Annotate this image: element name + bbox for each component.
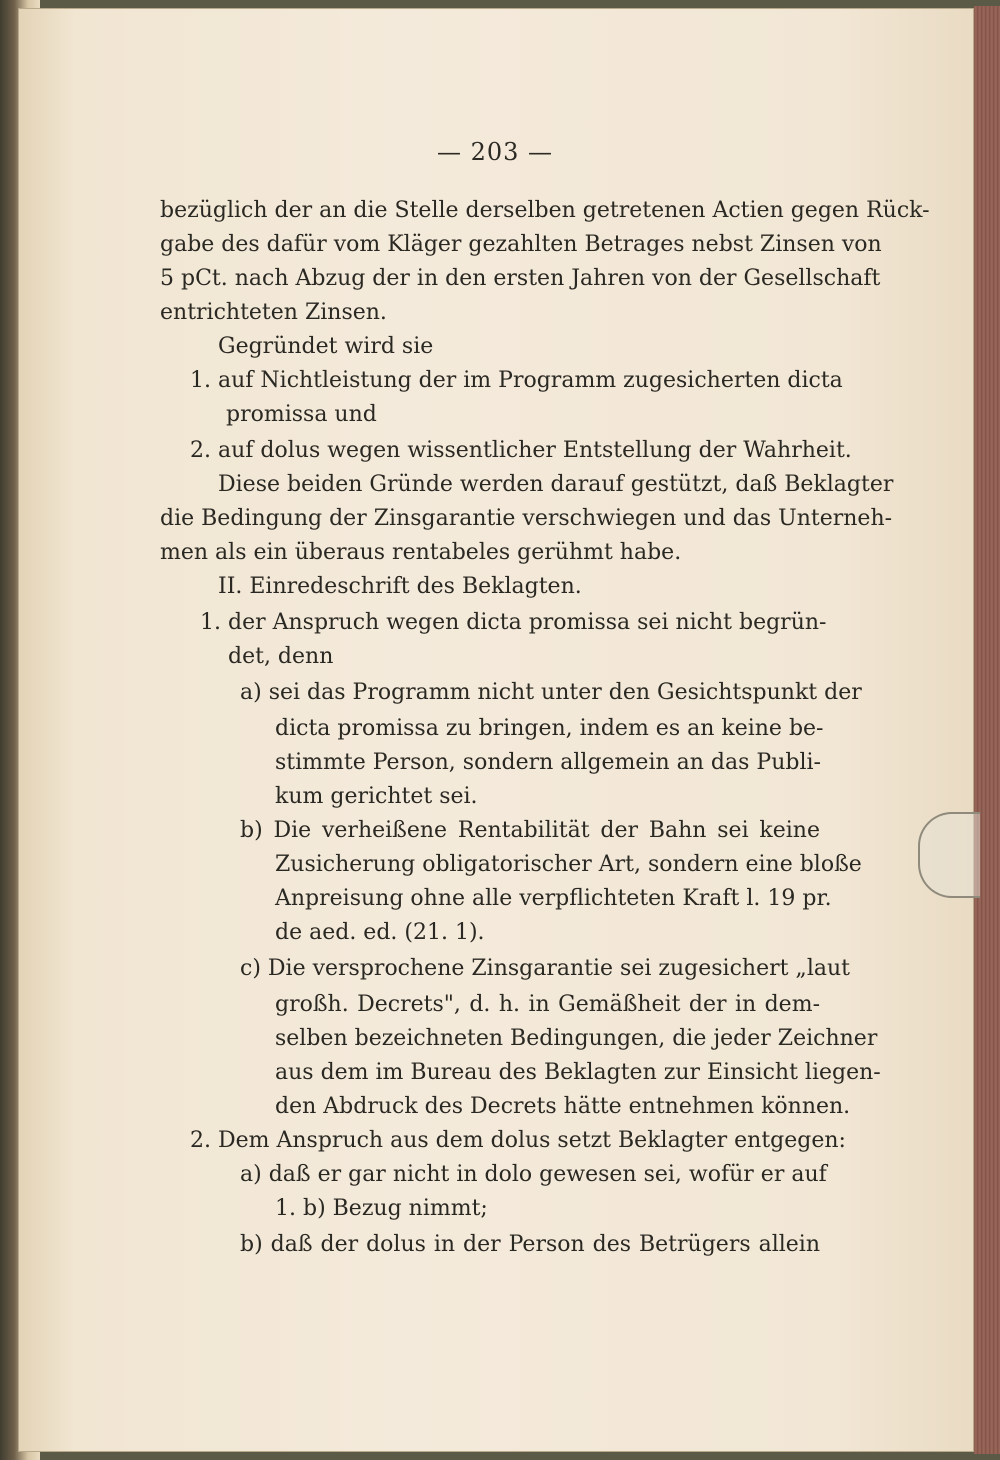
text-line: 2. Dem Anspruch aus dem dolus setzt Beklagter entgegen: (190, 1128, 846, 1153)
text-line: det, denn (228, 644, 334, 669)
text-line: bezüglich der an die Stelle derselben getretenen Actien gegen Rück- (160, 198, 930, 223)
text-line: Gegründet wird sie (218, 334, 434, 359)
text-line: selben bezeichneten Bedingungen, die jeder Zeichner (275, 1026, 878, 1051)
text-line: großh. Decrets", d. h. in Gemäßheit der in dem- (275, 992, 820, 1017)
page-edges (974, 6, 1000, 1454)
text-line: de aed. ed. (21. 1). (275, 920, 485, 945)
page-number: — 203 — (436, 138, 554, 166)
text-line: die Bedingung der Zinsgarantie verschwiegen und das Unterneh- (160, 506, 893, 531)
text-line: dicta promissa zu bringen, indem es an keine be- (275, 716, 824, 741)
text-line: a) sei das Programm nicht unter den Gesichtspunkt der (240, 680, 862, 705)
text-line: b) daß der dolus in der Person des Betrügers allein (240, 1232, 820, 1257)
text-line: c) Die versprochene Zinsgarantie sei zugesichert „laut (240, 956, 850, 981)
text-line: b) Die verheißene Rentabilität der Bahn sei keine (240, 818, 820, 843)
text-line: 1. b) Bezug nimmt; (275, 1196, 488, 1221)
text-line: 2. auf dolus wegen wissentlicher Entstellung der Wahrheit. (190, 438, 852, 463)
text-line: promissa und (226, 402, 377, 427)
text-line: Zusicherung obligatorischer Art, sondern eine bloße (275, 852, 862, 877)
text-line: 1. der Anspruch wegen dicta promissa sei nicht begrün- (200, 610, 827, 635)
page-clip (918, 812, 980, 898)
text-line: II. Einredeschrift des Beklagten. (218, 574, 582, 599)
text-line: a) daß er gar nicht in dolo gewesen sei, wofür er auf (240, 1162, 827, 1187)
text-line: aus dem im Bureau des Beklagten zur Einsicht liegen- (275, 1060, 881, 1085)
text-line: men als ein überaus rentabeles gerühmt habe. (160, 540, 682, 565)
text-line: 1. auf Nichtleistung der im Programm zugesicherten dicta (190, 368, 843, 393)
text-line: Anpreisung ohne alle verpflichteten Kraft l. 19 pr. (275, 886, 832, 911)
text-line: gabe des dafür vom Kläger gezahlten Betrages nebst Zinsen von (160, 232, 882, 257)
text-line: den Abdruck des Decrets hätte entnehmen können. (275, 1094, 851, 1119)
text-line: 5 pCt. nach Abzug der in den ersten Jahren von der Gesellschaft (160, 266, 881, 291)
text-line: stimmte Person, sondern allgemein an das Publi- (275, 750, 821, 775)
text-line: kum gerichtet sei. (275, 784, 478, 809)
text-line: Diese beiden Gründe werden darauf gestützt, daß Beklagter (218, 472, 894, 497)
text-line: entrichteten Zinsen. (160, 300, 387, 325)
